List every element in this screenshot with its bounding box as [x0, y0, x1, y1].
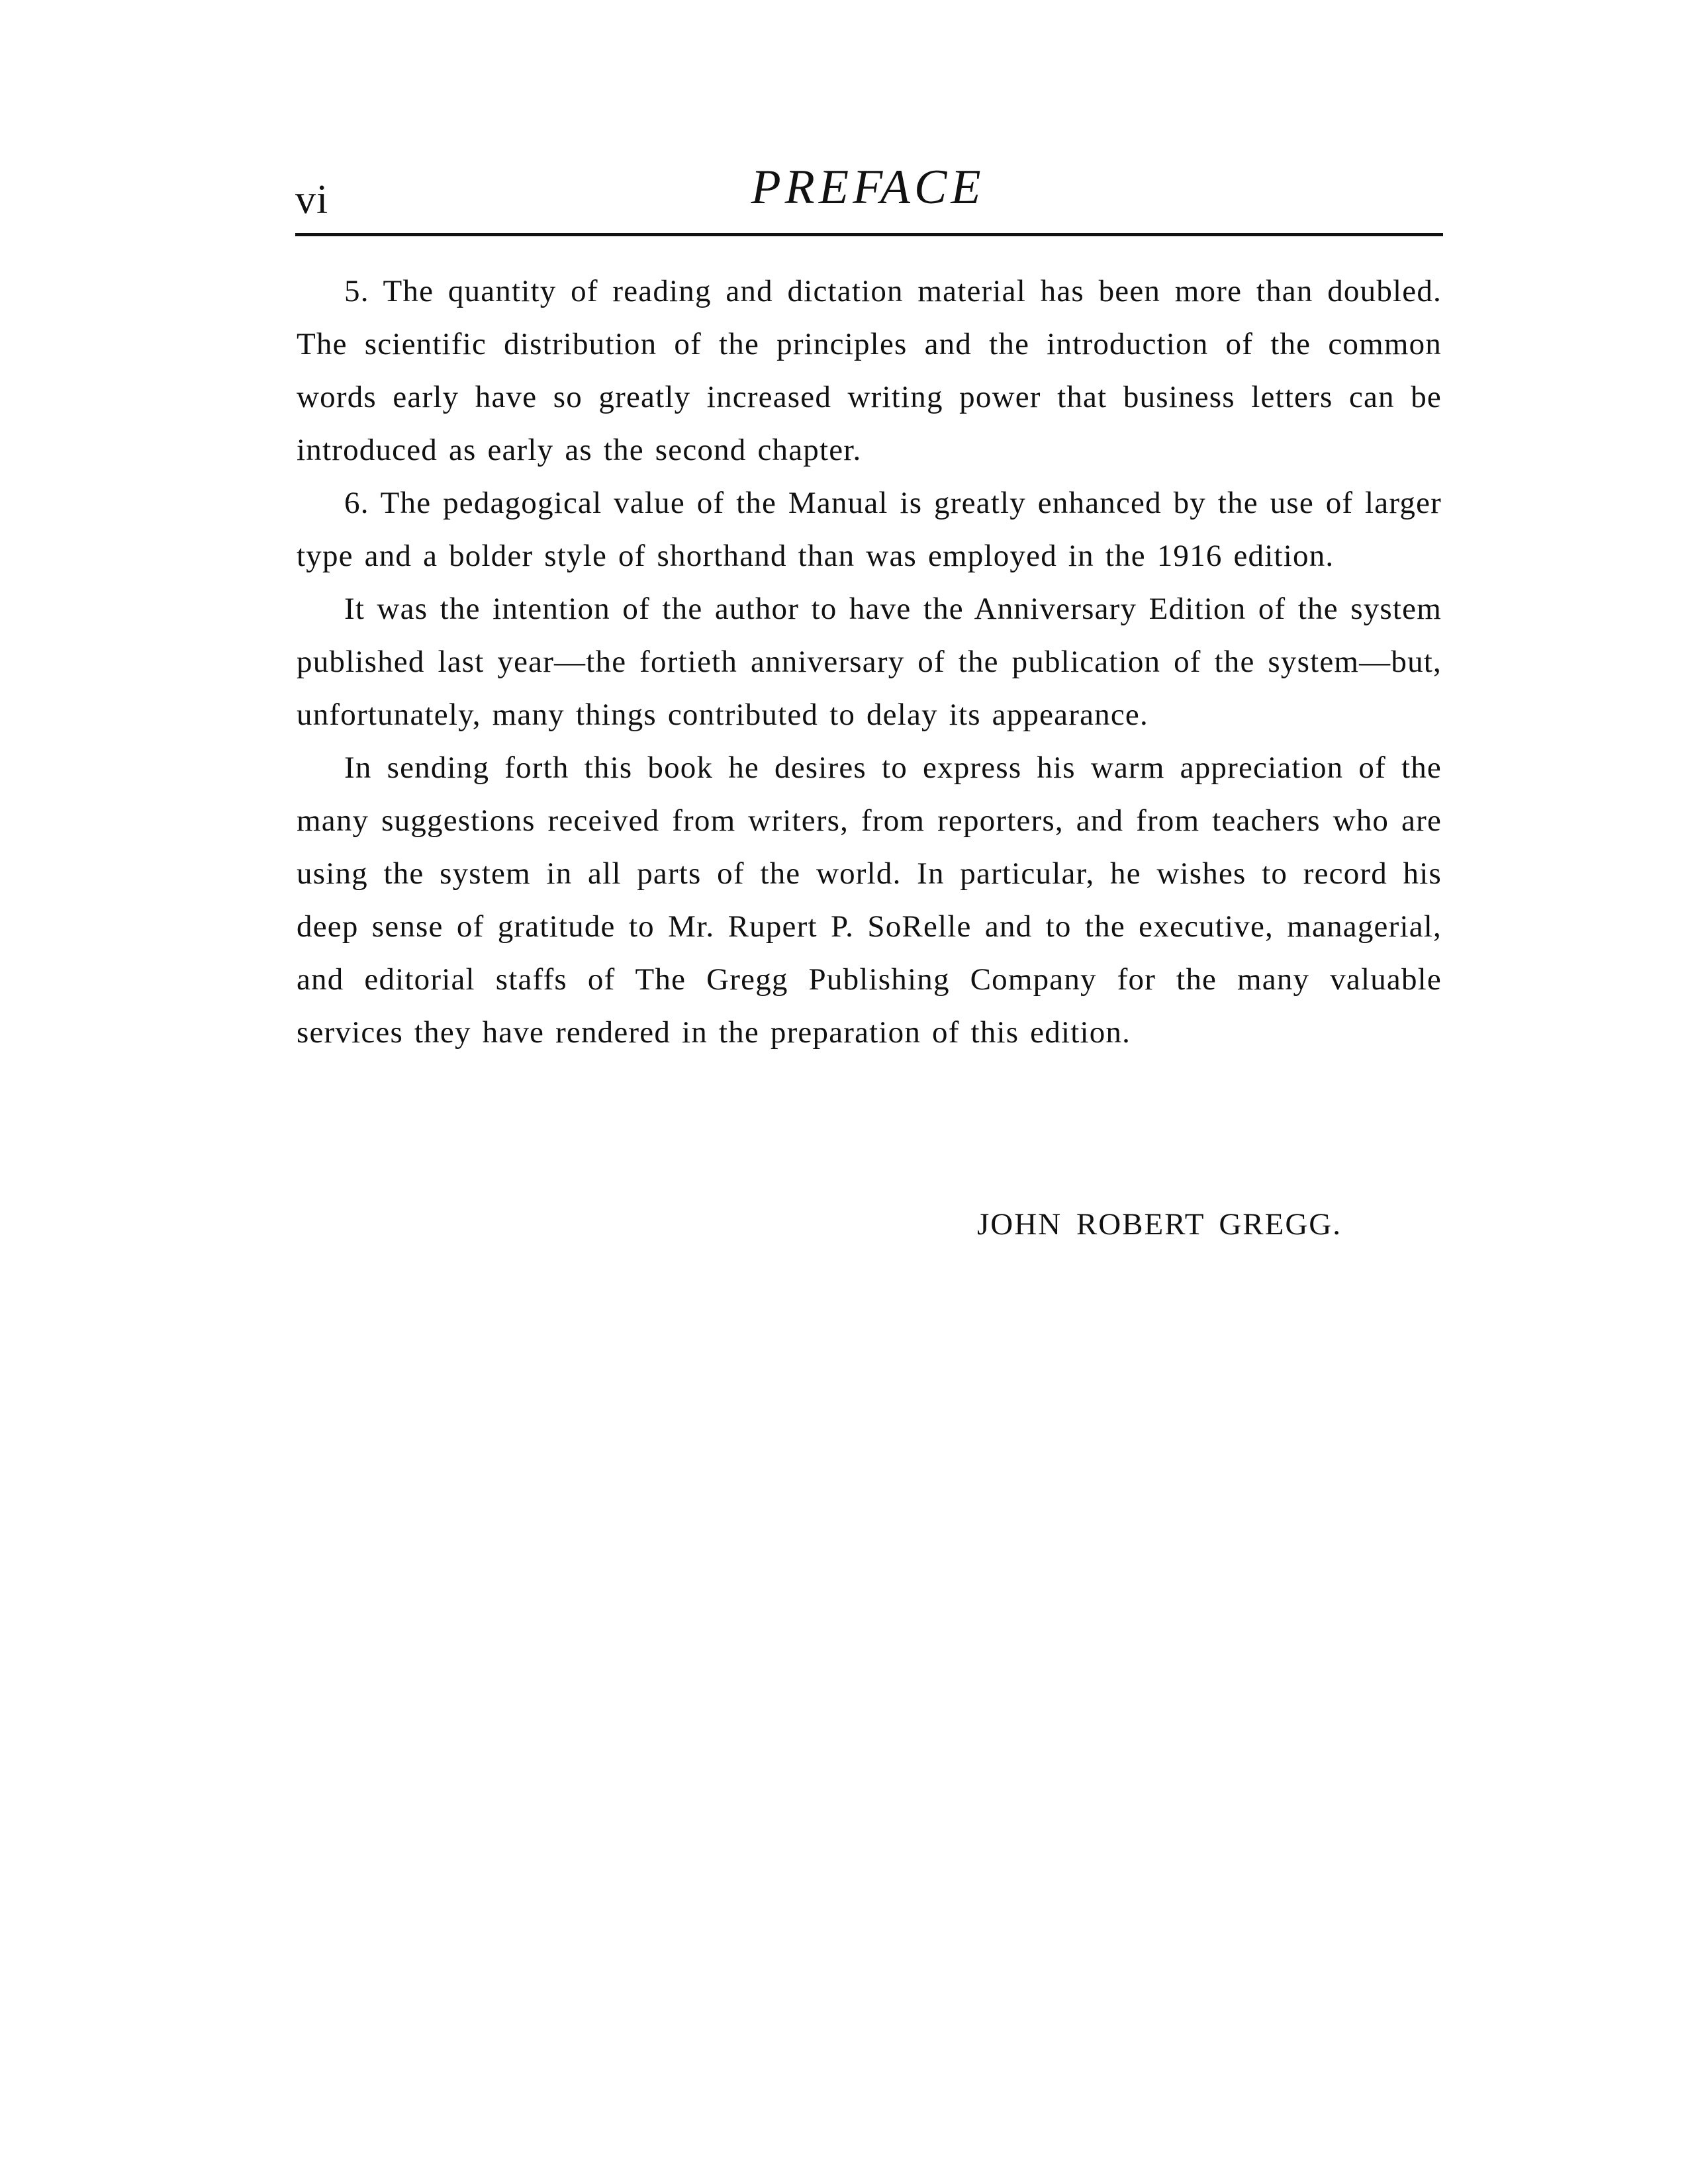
- body-text: [297, 265, 1442, 1059]
- paragraph: It was the intention of the author to have the Anniversary Edition of the system published last year—the fortieth anniversary of the publication of the system—but, unfortunately, many things contributed to delay its appearance.: [297, 592, 1442, 732]
- header-divider: [295, 233, 1443, 236]
- paragraph: 5. The quantity of reading and dictation material has been more than doubled. The scientific distribution of the principles and the introduction of the common words early have so greatly increased writing power that business letters can be introduced as early as the second chapter.: [297, 274, 1442, 467]
- author-signature: JOHN ROBERT GREGG.: [977, 1207, 1342, 1242]
- page-header: [295, 146, 1440, 238]
- page-number: vi: [295, 177, 329, 222]
- paragraph: In sending forth this book he desires to express his warm appreciation of the many suggestions received from writers, from reporters, and from teachers who are using the system in all parts of the world. In particular, he wishes to record his deep sense of gratitude to Mr. Rupert P. SoRelle and to the executive, managerial, and editorial staffs of The Gregg Publishing Company for the many valuable services they have rendered in the preparation of this edition.: [297, 751, 1442, 1050]
- page-title: PREFACE: [751, 160, 985, 214]
- paragraph: 6. The pedagogical value of the Manual is greatly enhanced by the use of larger type and a bolder style of shorthand than was employed in the 1916 edition.: [297, 486, 1442, 573]
